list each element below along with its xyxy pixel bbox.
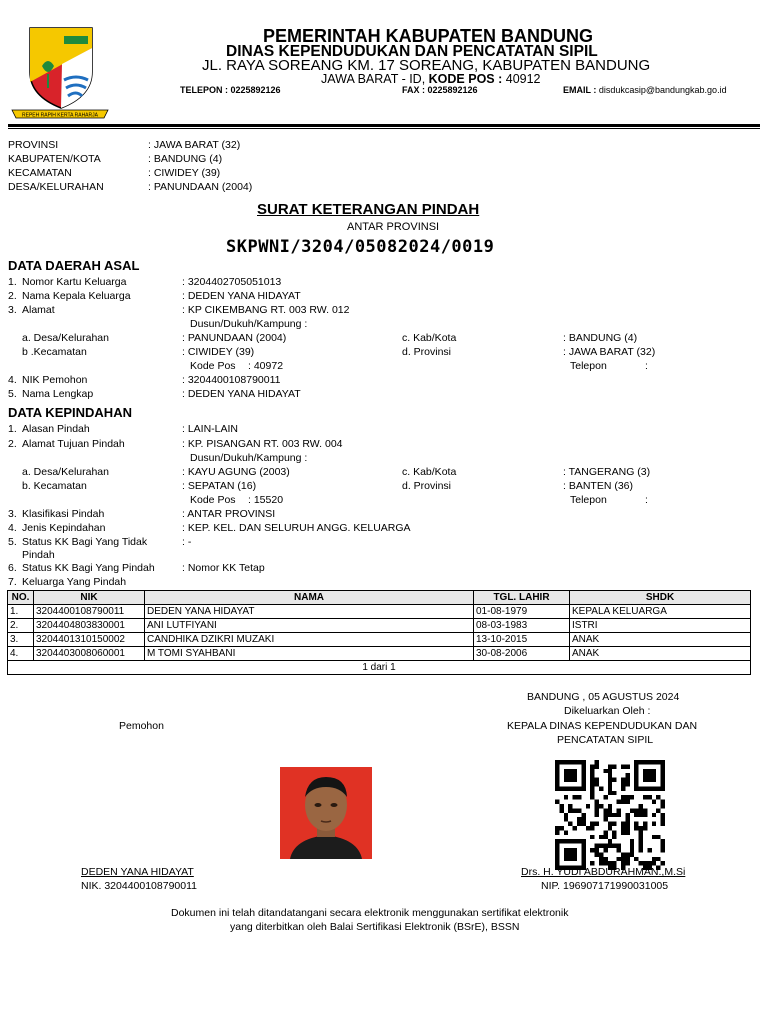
cell-nik: 3204404803830001 (34, 619, 145, 633)
cell-tgl-lahir: 30-08-2006 (474, 647, 570, 661)
asal-row-value: : DEDEN YANA HIDAYAT (182, 290, 301, 302)
cell-no: 1. (8, 605, 34, 619)
family-members-table (7, 590, 751, 675)
cell-nama: CANDHIKA DZIKRI MUZAKI (145, 633, 474, 647)
cell-no: 3. (8, 633, 34, 647)
document-subtitle: ANTAR PROVINSI (347, 221, 440, 233)
official-name: Drs. H. YUDI ABDURAHMAN.,M.Si (521, 866, 686, 878)
asal-row-value: : 3204400108790011 (182, 374, 281, 386)
asal-row-label: Nama Kepala Keluarga (22, 290, 131, 302)
asal-dusun: Dusun/Dukuh/Kampung : (190, 318, 308, 330)
postal-prefix: JAWA BARAT - ID, (321, 72, 429, 86)
pindah-row-no: 2. (8, 438, 17, 450)
pindah-row-label: Keluarga Yang Pindah (22, 576, 127, 588)
pindah-desa-label: a. Desa/Kelurahan (22, 466, 109, 478)
header-department: DINAS KEPENDUDUKAN DAN PENCATATAN SIPIL (226, 43, 598, 60)
column-header-no: NO. (8, 591, 34, 605)
asal-row-no: 2. (8, 290, 17, 302)
cell-nama: M TOMI SYAHBANI (145, 647, 474, 661)
cell-nama: ANI LUTFIYANI (145, 619, 474, 633)
header-fax: FAX : 0225892126 (402, 85, 478, 95)
header-email (563, 85, 727, 95)
place-date: BANDUNG , 05 AGUSTUS 2024 (527, 691, 680, 703)
cell-nama: DEDEN YANA HIDAYAT (145, 605, 474, 619)
region-provinsi-value: : JAWA BARAT (32) (148, 139, 241, 151)
asal-row-no: 5. (8, 388, 17, 400)
asal-prov-label: d. Provinsi (402, 346, 452, 358)
cell-nik: 3204400108790011 (34, 605, 145, 619)
pindah-row-no: 6. (8, 562, 17, 574)
table-header-row (8, 591, 751, 605)
asal-kab-label: c. Kab/Kota (402, 332, 457, 344)
office-line1: KEPALA DINAS KEPENDUDUKAN DAN (507, 720, 698, 732)
issued-by: Dikeluarkan Oleh : (564, 705, 651, 717)
pindah-prov-label: d. Provinsi (402, 480, 452, 492)
asal-telepon-value: : (645, 360, 648, 372)
asal-row-label: Nama Lengkap (22, 388, 94, 400)
section-asal-heading: DATA DAERAH ASAL (8, 258, 140, 273)
pindah-row-no: 4. (8, 522, 17, 534)
header-telepon: TELEPON : 0225892126 (180, 85, 281, 95)
applicant-name: DEDEN YANA HIDAYAT (81, 866, 194, 878)
asal-kodepos-value: : 40972 (248, 360, 284, 372)
asal-row-no: 3. (8, 304, 17, 316)
table-row (8, 605, 751, 619)
pindah-dusun: Dusun/Dukuh/Kampung : (190, 452, 308, 464)
pindah-telepon-value: : (645, 494, 648, 506)
region-desa-value: : PANUNDAAN (2004) (148, 181, 253, 193)
region-kecamatan-label: KECAMATAN (8, 167, 72, 179)
pindah-row-label: Klasifikasi Pindah (22, 508, 105, 520)
table-footer-row (8, 661, 751, 675)
asal-kec-value: : CIWIDEY (39) (182, 346, 255, 358)
pindah-row-label: Alamat Tujuan Pindah (22, 438, 125, 450)
pindah-kab-label: c. Kab/Kota (402, 466, 457, 478)
pindah-row-value: : ANTAR PROVINSI (182, 508, 276, 520)
cell-shdk: ISTRI (570, 619, 751, 633)
region-kabupaten-label: KABUPATEN/KOTA (8, 153, 101, 165)
email-label: EMAIL : (563, 85, 597, 95)
cell-nik: 3204403008060001 (34, 647, 145, 661)
pindah-row-label: Jenis Kepindahan (22, 522, 106, 534)
kabupaten-bandung-logo (8, 22, 112, 120)
header-rule-thick (8, 124, 760, 127)
cell-tgl-lahir: 08-03-1983 (474, 619, 570, 633)
asal-desa-value: : PANUNDAAN (2004) (182, 332, 287, 344)
asal-row-no: 4. (8, 374, 17, 386)
cell-tgl-lahir: 01-08-1979 (474, 605, 570, 619)
pindah-telepon-label: Telepon (570, 494, 607, 506)
pindah-row-label: Alasan Pindah (22, 423, 90, 435)
document-title: SURAT KETERANGAN PINDAH (257, 201, 480, 218)
svg-text:REPEH RAPIH KERTA RAHARJA: REPEH RAPIH KERTA RAHARJA (22, 112, 98, 119)
cell-no: 4. (8, 647, 34, 661)
document-number: SKPWNI/3204/05082024/0019 (226, 237, 495, 257)
asal-kec-label: b .Kecamatan (22, 346, 87, 358)
pindah-row-value: : LAIN-LAIN (182, 423, 239, 435)
footer-line1: Dokumen ini telah ditandatangani secara elektronik menggunakan sertifikat elektronik (171, 907, 569, 919)
asal-row-value: : DEDEN YANA HIDAYAT (182, 388, 301, 400)
footer-line2: yang diterbitkan oleh Balai Sertifikasi Elektronik (BSrE), BSSN (230, 921, 520, 933)
pindah-row-no: 3. (8, 508, 17, 520)
postal-label: KODE POS : (428, 72, 503, 86)
region-kabupaten-value: : BANDUNG (4) (148, 153, 223, 165)
column-header-nik: NIK (34, 591, 145, 605)
asal-kodepos-label: Kode Pos (190, 360, 236, 372)
pindah-row-value: : KEP. KEL. DAN SELURUH ANGG. KELUARGA (182, 522, 411, 534)
pindah-prov-value: : BANTEN (36) (563, 480, 634, 492)
pindah-kab-value: : TANGERANG (3) (563, 466, 651, 478)
applicant-nik: NIK. 3204400108790011 (81, 880, 197, 892)
pindah-kodepos-value: : 15520 (248, 494, 284, 506)
header-postal (321, 72, 541, 86)
header-government: PEMERINTAH KABUPATEN BANDUNG (263, 26, 593, 46)
section-pindah-heading: DATA KEPINDAHAN (8, 405, 132, 420)
asal-row-no: 1. (8, 276, 17, 288)
asal-row-label: Nomor Kartu Keluarga (22, 276, 127, 288)
column-header-tgl-lahir: TGL. LAHIR (474, 591, 570, 605)
cell-nik: 3204401310150002 (34, 633, 145, 647)
cell-shdk: ANAK (570, 647, 751, 661)
pindah-row-label-cont: Pindah (22, 549, 55, 561)
office-line2: PENCATATAN SIPIL (557, 734, 654, 746)
pindah-kodepos-label: Kode Pos (190, 494, 236, 506)
applicant-photo (280, 767, 372, 859)
header-rule-thin (8, 128, 760, 129)
cell-tgl-lahir: 13-10-2015 (474, 633, 570, 647)
asal-telepon-label: Telepon (570, 360, 607, 372)
qr-code-icon (555, 760, 665, 870)
asal-row-value: : 3204402705051013 (182, 276, 282, 288)
pemohon-label: Pemohon (119, 720, 164, 732)
header-address: JL. RAYA SOREANG KM. 17 SOREANG, KABUPATEN BANDUNG (202, 57, 651, 74)
pindah-row-value: : Nomor KK Tetap (182, 562, 265, 574)
pindah-row-no: 1. (8, 423, 17, 435)
pindah-kec-label: b. Kecamatan (22, 480, 87, 492)
column-header-shdk: SHDK (570, 591, 751, 605)
asal-kab-value: : BANDUNG (4) (563, 332, 638, 344)
asal-desa-label: a. Desa/Kelurahan (22, 332, 109, 344)
region-kecamatan-value: : CIWIDEY (39) (148, 167, 221, 179)
asal-row-value: : KP CIKEMBANG RT. 003 RW. 012 (182, 304, 350, 316)
column-header-nama: NAMA (145, 591, 474, 605)
cell-shdk: KEPALA KELUARGA (570, 605, 751, 619)
table-row (8, 647, 751, 661)
table-row (8, 633, 751, 647)
table-row (8, 619, 751, 633)
email-value: disdukcasip@bandungkab.go.id (596, 85, 727, 95)
pindah-row-label: Status KK Bagi Yang Pindah (22, 562, 155, 574)
pindah-desa-value: : KAYU AGUNG (2003) (182, 466, 290, 478)
pindah-row-value: : KP. PISANGAN RT. 003 RW. 004 (182, 438, 343, 450)
person-portrait-icon (280, 767, 372, 859)
cell-shdk: ANAK (570, 633, 751, 647)
asal-row-label: Alamat (22, 304, 55, 316)
cell-no: 2. (8, 619, 34, 633)
postal-code: 40912 (502, 72, 541, 86)
region-desa-label: DESA/KELURAHAN (8, 181, 104, 193)
pindah-row-no: 7. (8, 576, 17, 588)
asal-prov-value: : JAWA BARAT (32) (563, 346, 656, 358)
pindah-kec-value: : SEPATAN (16) (182, 480, 257, 492)
pindah-row-label: Status KK Bagi Yang Tidak (22, 536, 148, 548)
pindah-row-no: 5. (8, 536, 17, 548)
pindah-row-value: : - (182, 536, 192, 548)
region-provinsi-label: PROVINSI (8, 139, 59, 151)
official-nip: NIP. 196907171990031005 (541, 880, 669, 892)
page-indicator: 1 dari 1 (8, 661, 751, 675)
asal-row-label: NIK Pemohon (22, 374, 88, 386)
